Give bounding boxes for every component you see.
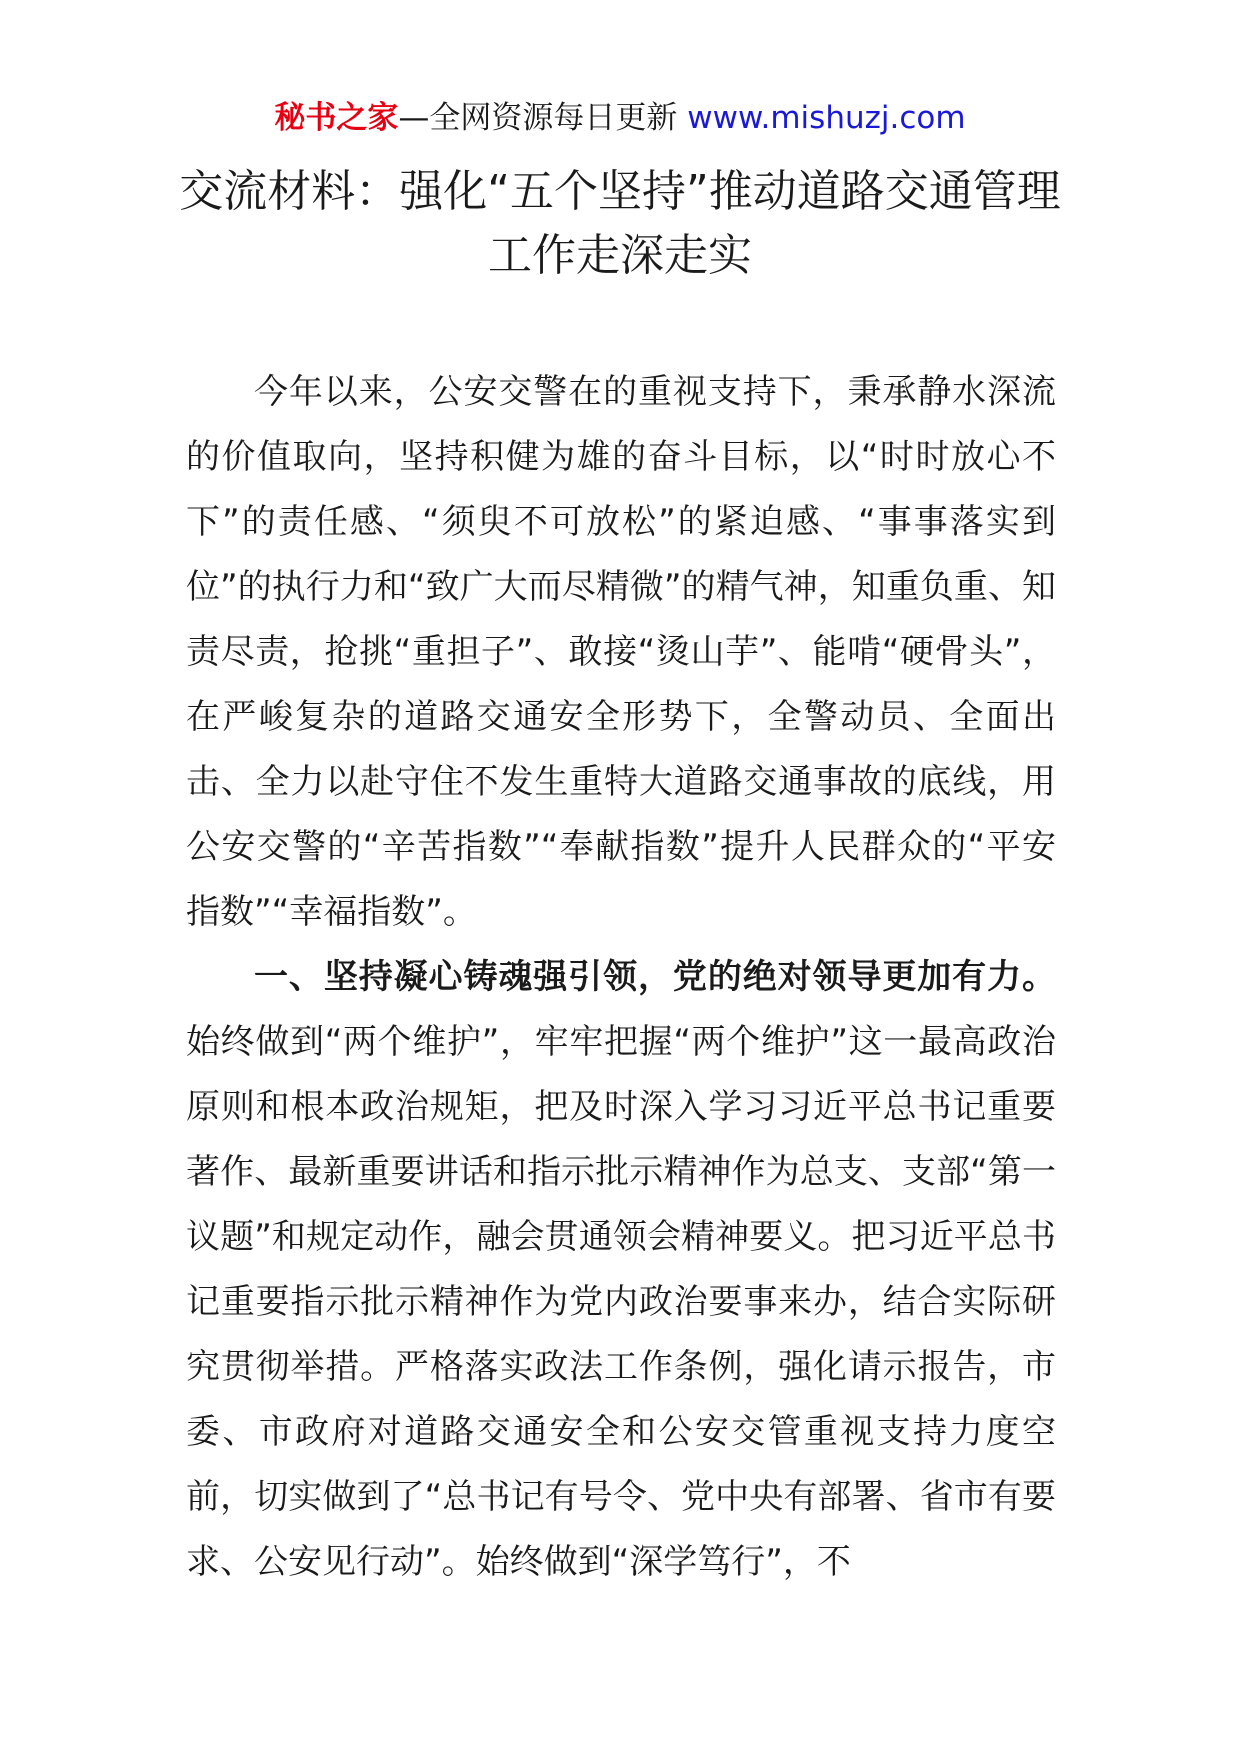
brand-name: 秘书之家 bbox=[274, 100, 399, 136]
document-title: 交流材料：强化“五个坚持”推动道路交通管理工作走深走实 bbox=[179, 166, 1061, 281]
section-heading: 一、坚持凝心铸魂强引领，党的绝对领导更加有力。 bbox=[254, 957, 1056, 997]
paragraph-section-1 bbox=[186, 945, 1056, 1595]
site-header bbox=[0, 96, 1240, 140]
paragraph-intro bbox=[186, 360, 1056, 945]
header-tagline: —全网资源每日更新 bbox=[398, 100, 688, 136]
paragraph-text: 今年以来，公安交警在的重视支持下，秉承静水深流的价值取向，坚持积健为雄的奋斗目标，以“时时放心不下”的责任感、“须臾不可放松”的紧迫感、“事事落实到位”的执行力和“致广大而尽精微”的精气神，知重负重、知责尽责，抢挑“重担子”、敢接“烫山芋”、能啃“硬骨头”，在严峻复杂的道路交通安全形势下，全警动员、全面出击、全力以赴守住不发生重特大道路交通事故的底线，用公安交警的“辛苦指数”“奉献指数”提升人民群众的“平安指数”“幸福指数”。 bbox=[186, 372, 1056, 932]
paragraph-text: 始终做到“两个维护”，牢牢把握“两个维护”这一最高政治原则和根本政治规矩，把及时深入学习习近平总书记重要著作、最新重要讲话和指示批示精神作为总支、支部“第一议题”和规定动作，融会贯通领会精神要义。把习近平总书记重要指示批示精神作为党内政治要事来办，结合实际研究贯彻举措。严格落实政法工作条例，强化请示报告，市委、市政府对道路交通安全和公安交管重视支持力度空前，切实做到了“总书记有号令、党中央有部署、省市有要求、公安见行动”。始终做到“深学笃行”，不 bbox=[186, 1022, 1056, 1582]
document-body bbox=[186, 360, 1056, 1595]
site-url-link[interactable]: www.mishuzj.com bbox=[687, 100, 966, 136]
